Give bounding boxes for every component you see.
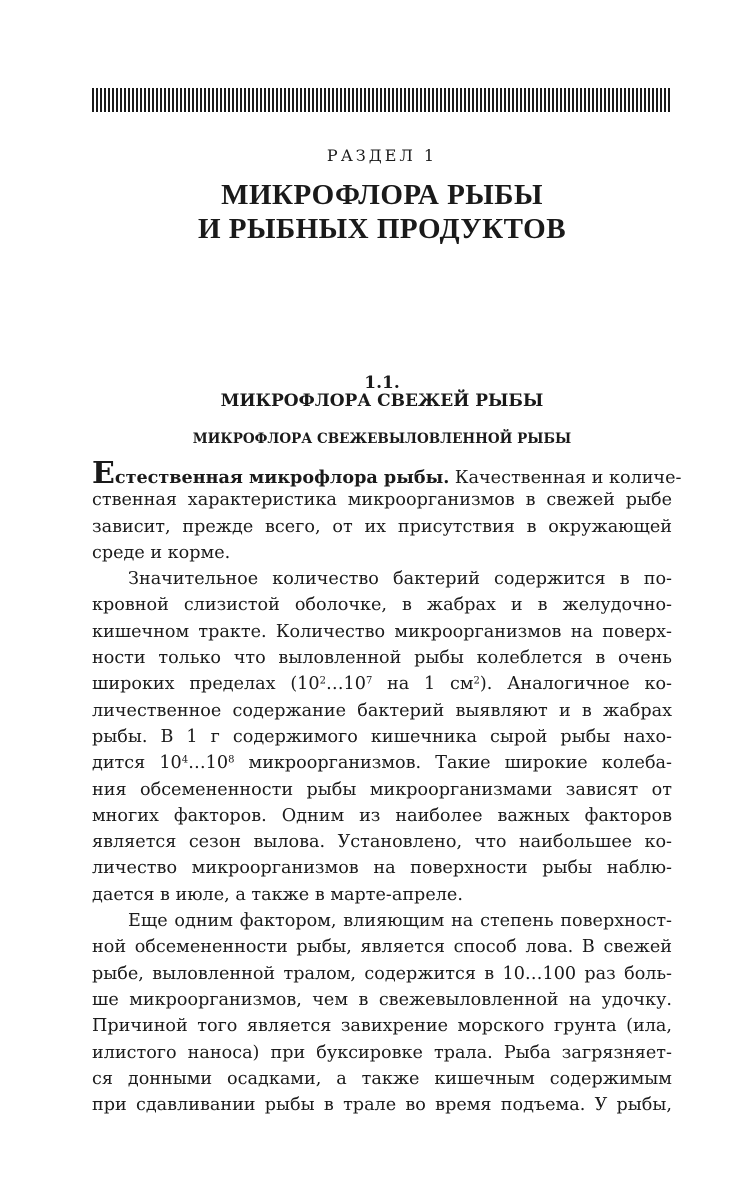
text-line: многих факторов. Одним из наиболее важных факторов	[92, 805, 672, 826]
text-line: Причиной того является завихрение морского грунта (ила,	[92, 1016, 672, 1037]
run-in-heading: стественная микрофлора рыбы.	[114, 467, 450, 488]
text-line	[92, 671, 672, 697]
paragraph-2	[92, 566, 672, 908]
superscript: 2	[473, 675, 480, 687]
decorative-hatch-band	[92, 88, 672, 112]
section-title-line-2: И РЫБНЫХ ПРОДУКТОВ	[197, 213, 567, 245]
text-line: кишечном тракте. Количество микроорганизмов на поверх-	[92, 621, 672, 642]
text-span: ). Аналогичное ко-	[479, 674, 672, 695]
text-line: ственная характеристика микроорганизмов в свежей рыбе	[92, 490, 672, 511]
text-line: ной обсемененности рыбы, является способ лова. В свежей	[92, 937, 672, 958]
paragraph-1	[92, 456, 682, 566]
text-span: на 1 см	[372, 674, 474, 695]
text-line: Значительное количество бактерий содержится в по-	[128, 569, 672, 590]
section-label: РАЗДЕЛ 1	[326, 146, 438, 165]
text-line: личественное содержание бактерий выявляют и в жабрах	[92, 700, 672, 721]
text-span: дится 10	[92, 753, 182, 774]
section-title	[92, 178, 672, 246]
paragraph-3	[92, 908, 672, 1118]
book-page	[92, 0, 682, 1182]
superscript: 8	[228, 754, 235, 766]
text-line: рыбе, выловленной тралом, содержится в 10…100 раз боль-	[92, 963, 672, 984]
text-line	[92, 750, 672, 776]
text-line: ния обсемененности рыбы микроорганизмами зависят от	[92, 779, 672, 800]
text-line: кровной слизистой оболочке, в жабрах и в желудочно-	[92, 595, 672, 616]
text-span: широких пределах (10	[92, 674, 320, 695]
superscript: 7	[365, 675, 373, 687]
dropcap-letter: Е	[92, 456, 115, 491]
text-line: рыбы. В 1 г содержимого кишечника сырой рыбы нахо-	[92, 726, 672, 747]
text-line: при сдавливании рыбы в трале во время подъема. У рыбы,	[92, 1095, 672, 1116]
text-span: микроорганизмов. Такие широкие колеба-	[234, 753, 672, 774]
subsection-number: 1.1.	[364, 373, 400, 393]
superscript: 4	[181, 754, 189, 766]
text-line: зависит, прежде всего, от их присутствия в окружающей	[92, 516, 672, 537]
superscript: 2	[319, 675, 326, 687]
text-line: илистого наноса) при буксировке трала. Рыба загрязняет-	[92, 1042, 672, 1063]
text-line: среде и корме.	[92, 542, 231, 563]
text-line: Еще одним фактором, влияющим на степень поверхност-	[128, 911, 672, 932]
section-title-line-1: МИКРОФЛОРА РЫБЫ	[221, 179, 543, 211]
body-text	[92, 456, 682, 1118]
text-line: ности только что выловленной рыбы колеблется в очень	[92, 648, 672, 669]
text-line: ше микроорганизмов, чем в свежевыловленной на удочку.	[92, 989, 672, 1010]
subsection-title: МИКРОФЛОРА СВЕЖЕЙ РЫБЫ	[220, 391, 544, 411]
text-line: дается в июле, а также в марте-апреле.	[92, 884, 463, 905]
text-span: Качественная и количе-	[449, 468, 682, 488]
text-span: …10	[188, 753, 229, 774]
text-line: является сезон вылова. Установлено, что наибольшее ко-	[92, 832, 672, 853]
subsubsection-title: МИКРОФЛОРА СВЕЖЕВЫЛОВЛЕННОЙ РЫБЫ	[192, 431, 572, 447]
text-span: …10	[325, 674, 366, 695]
text-line: личество микроорганизмов на поверхности рыбы наблю-	[92, 858, 672, 879]
text-line: ся донными осадками, а также кишечным содержимым	[92, 1068, 672, 1089]
text-line	[92, 456, 682, 491]
